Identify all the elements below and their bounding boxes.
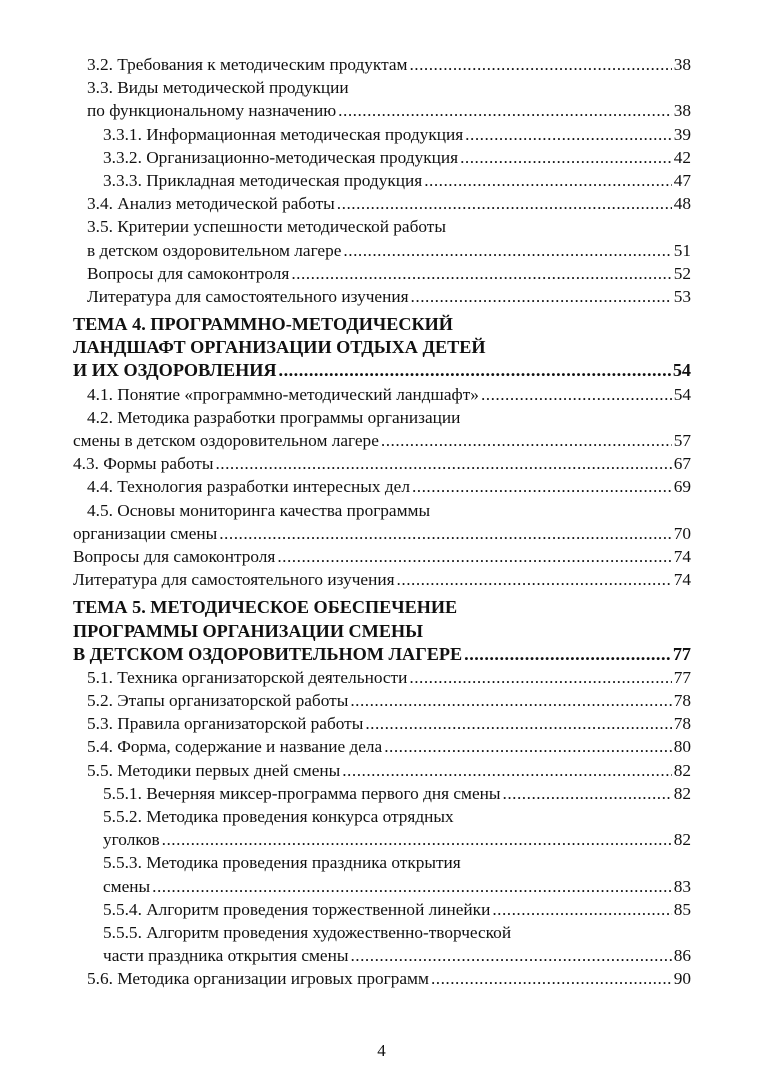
toc-entry: 5.5. Методики первых дней смены ..... 82: [73, 759, 691, 782]
toc-entry: Литература для самостоятельного изучения ..... 74: [73, 568, 691, 591]
toc-entry: в детском оздоровительном лагере ..... 51: [73, 239, 691, 262]
toc-topic-heading: ЛАНДШАФТ ОРГАНИЗАЦИИ ОТДЫХА ДЕТЕЙ: [73, 337, 486, 358]
toc-entry: 5.5.1. Вечерняя миксер-программа первого дня смены ..... 82: [73, 782, 691, 805]
toc-page-number: 74: [673, 546, 691, 566]
toc-entry: Литература для самостоятельного изучения ..... 53: [73, 285, 691, 308]
toc-entry: 3.3.1. Информационная методическая продукция ..... 39: [73, 123, 691, 146]
toc-entry: Вопросы для самоконтроля ..... 52: [73, 262, 691, 285]
toc-entry: 5.4. Форма, содержание и название дела ..... 80: [73, 735, 691, 758]
toc-page-number: 52: [673, 263, 691, 283]
toc-entry: 5.5.4. Алгоритм проведения торжественной линейки ..... 85: [73, 898, 691, 921]
toc-entry: 5.5.2. Методика проведения конкурса отрядных: [103, 807, 454, 826]
toc-page-number: 42: [673, 147, 691, 167]
toc-page-number: 54: [672, 360, 691, 381]
toc-entry: части праздника открытия смены ..... 86: [73, 944, 691, 967]
toc-page-number: 39: [673, 124, 691, 144]
toc-topic-heading: ТЕМА 4. ПРОГРАММНО-МЕТОДИЧЕСКИЙ: [73, 314, 453, 335]
toc-entry: смены в детском оздоровительном лагере ..... 57: [73, 429, 691, 452]
toc-page-number: 48: [673, 194, 691, 214]
toc-entry: смены ..... 83: [73, 875, 691, 898]
toc-entry: 5.3. Правила организаторской работы ..... 78: [73, 712, 691, 735]
toc-page-number: 80: [673, 737, 691, 757]
toc-entry: 5.6. Методика организации игровых программ ..... 90: [73, 967, 691, 990]
toc-page-number: 54: [673, 384, 691, 404]
toc-page-number: 78: [673, 691, 691, 711]
toc-entry: 3.3.3. Прикладная методическая продукция ..... 47: [73, 169, 691, 192]
toc-page-number: 51: [673, 240, 691, 260]
toc-entry: 5.2. Этапы организаторской работы ..... 78: [73, 689, 691, 712]
toc-page-number: 38: [673, 101, 691, 121]
toc-page-number: 77: [672, 643, 691, 664]
toc-entry: 5.1. Техника организаторской деятельности ..... 77: [73, 666, 691, 689]
toc-entry: по функциональному назначению ..... 38: [73, 99, 691, 122]
toc-page-number: 69: [673, 477, 691, 497]
toc-page-number: 82: [673, 830, 691, 850]
toc-page-number: 86: [673, 946, 691, 966]
toc-entry: 5.5.5. Алгоритм проведения художественно-творческой: [103, 922, 512, 942]
toc-page-number: 83: [673, 876, 691, 896]
toc-topic-heading: В ДЕТСКОМ ОЗДОРОВИТЕЛЬНОМ ЛАГЕРЕ ..... 77: [73, 643, 691, 666]
toc-entry: 3.2. Требования к методическим продуктам ..... 38: [73, 53, 691, 76]
page-number: 4: [377, 1041, 386, 1060]
toc-page-number: 57: [673, 431, 691, 450]
toc-entry: 3.3. Виды методической продукции: [87, 78, 349, 98]
toc-entry: 4.4. Технология разработки интересных дел ..... 69: [73, 475, 691, 498]
toc-entry: Вопросы для самоконтроля ..... 74: [73, 545, 691, 568]
toc-entry: 3.5. Критерии успешности методической работы: [87, 217, 446, 237]
toc-page-number: 47: [673, 170, 691, 190]
toc-topic-heading: ПРОГРАММЫ ОРГАНИЗАЦИИ СМЕНЫ: [73, 620, 423, 641]
toc-entry: 4.5. Основы мониторинга качества программы: [87, 500, 431, 520]
toc-page-number: 77: [673, 667, 691, 687]
toc-topic-heading: ТЕМА 5. МЕТОДИЧЕСКОЕ ОБЕСПЕЧЕНИЕ: [73, 597, 458, 618]
toc-page-number: 90: [673, 969, 691, 989]
toc-page-number: 82: [673, 760, 691, 780]
table-of-contents: [73, 53, 691, 991]
toc-page-number: 53: [673, 286, 691, 306]
toc-page-number: 78: [673, 714, 691, 734]
toc-entry: организации смены ..... 70: [73, 522, 691, 545]
toc-entry: уголков ..... 82: [73, 828, 691, 851]
toc-entry: 4.1. Понятие «программно-методический ландшафт» ..... 54: [73, 383, 691, 406]
toc-page-number: 82: [673, 783, 691, 803]
toc-topic-heading: И ИХ ОЗДОРОВЛЕНИЯ ..... 54: [73, 359, 691, 382]
toc-page-number: 67: [673, 454, 691, 474]
toc-page-number: 38: [673, 55, 691, 74]
toc-page-number: 74: [673, 570, 691, 590]
toc-entry: 4.3. Формы работы ..... 67: [73, 452, 691, 475]
toc-entry: 3.3.2. Организационно-методическая продукция ..... 42: [73, 146, 691, 169]
toc-page-number: 70: [673, 523, 691, 543]
toc-entry: 5.5.3. Методика проведения праздника открытия: [103, 853, 461, 873]
toc-entry: 3.4. Анализ методической работы ..... 48: [73, 192, 691, 215]
toc-entry: 4.2. Методика разработки программы организации: [87, 407, 461, 427]
toc-page-number: 85: [673, 899, 691, 919]
